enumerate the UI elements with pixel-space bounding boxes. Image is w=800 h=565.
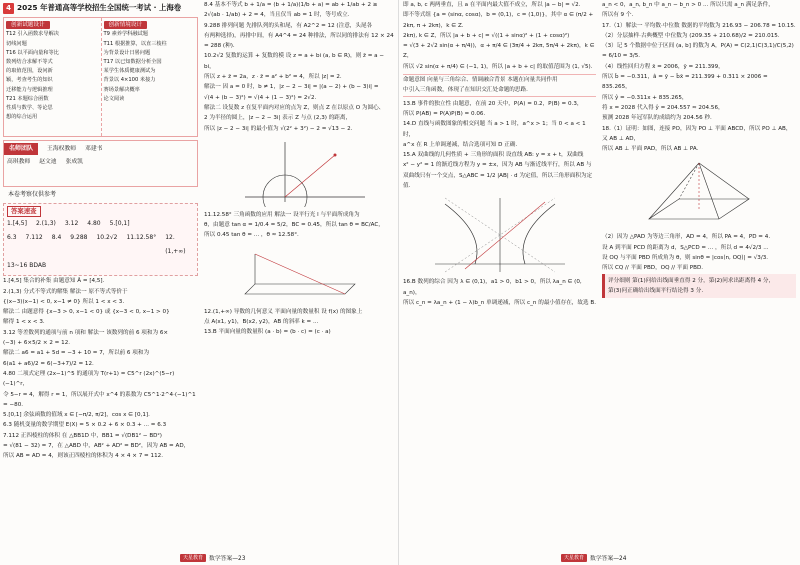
innovation-item: T16 以平面向量和等比 xyxy=(6,49,59,56)
solution-line: 解法二 设复数 z 在复平面内对应的点为 Z，则点 Z 在以原点 O 为圆心、 xyxy=(204,104,385,111)
solution-line: 解法二 由题意得 {x−3 > 0, x−1 < 0} 或 {x−3 < 0, x−1 > 0} xyxy=(3,309,170,316)
exam-number-badge: 4 xyxy=(3,3,14,14)
solution-line: 5.[0,1] 余弦函数的值域 x ∈ [−π/2, π/2]，cos x ∈ [0,1]. xyxy=(3,412,150,419)
authors-row xyxy=(4,157,197,167)
answer-tag: 答案速查 xyxy=(7,206,41,217)
solution-line: 2 为半径的圆上，|z − 2 − 3i| 表示 Z 与点 (2,3) 的距离， xyxy=(204,115,352,122)
right-footer xyxy=(561,553,626,562)
solution-line: 令 5−r = 4，解得 r = 1，所以展开式中 x^4 的系数为 C5^1·2^4·(−1)^1 = −80. xyxy=(3,391,196,408)
solution-line: 3.12 等差数列的通项与前 n 项和 解法一 该数列的前 6 项和为 6× xyxy=(3,329,169,336)
solution-line: 点 A(x1, y1)，B(x2, y2)，AB 的斜率 k = ... xyxy=(204,319,319,326)
solution-line: θ，由题意 tan α = 1/0.4 = 5/2，BC = 0.45，所以 tan θ = BC/AC， xyxy=(204,222,384,229)
solution-line: 18.（1）证明：如图，连接 PO，因为 PO ⊥ 平面 ABCD，所以 PO ⊥ AB，又 AB ⊥ AD， xyxy=(602,125,792,142)
solution-line: 解法一 因 a = 0 时，b ≠ 1，|z − 2 − 3i| = |(a − 2) + (b − 3)i| = xyxy=(204,84,379,91)
answer-item: 4.80 xyxy=(87,220,101,228)
context-item: T11 根据推算，以直三棱柱 xyxy=(103,40,167,47)
answer-item: 5.[0,1] xyxy=(109,220,130,228)
sundial-figure xyxy=(225,244,375,304)
solution-line: 所以 ŷ = −0.311x + 835.265， xyxy=(602,94,688,101)
context-tag: 创新情境设计 xyxy=(104,21,148,29)
footer-page-number: 数学答案—24 xyxy=(590,556,627,562)
solution-line: 解得 1 < x < 3. xyxy=(3,319,45,326)
authors-box xyxy=(3,140,198,187)
answer-row xyxy=(7,231,194,259)
context-item: T9 素养学科融试题 xyxy=(103,31,148,38)
innovation-item: 迁移能力与逻辑推理 xyxy=(6,86,53,93)
solution-line: 解法二 a6 = a1 + 5d = −3 + 10 = 7，所以前 6 项和为 xyxy=(3,350,150,357)
authors-tag: 名师团队 xyxy=(4,143,38,155)
pyramid-figure xyxy=(629,157,769,229)
solution-line: 12.(1,+∞) 导数的几何意义 平面向量的数量积 设 f(x) 的图象上 xyxy=(204,308,363,315)
solution-line: 4.80 二项式定理 (2x−1)^5 的通项为 T(r+1) = C5^r (2x)^(5−r) (−1)^r， xyxy=(3,370,175,388)
solution-line: （3）记 5 个数据中位于区间 (a, b] 的数为 A，P(A) = C(2,1)C(3,1)/C(5,2) = 6/10 = 3/5. xyxy=(602,43,794,60)
innovation-tag: 创新试题设计 xyxy=(6,21,50,29)
solution-line: 7.112 正四棱柱的体积 在 △BB1D 中，BB1 = √(DB1² − BD²) xyxy=(3,432,162,439)
author-name: 王海权教师 xyxy=(47,145,77,152)
answer-item: 13~16 BDAB xyxy=(7,262,47,270)
context-column xyxy=(101,18,198,136)
answer-item: 6.3 xyxy=(7,234,17,242)
context-item: 背景以 4×100 米接力 xyxy=(103,77,156,84)
left-page xyxy=(0,0,399,565)
solution-line: 双曲线只有一个交点，S△ABC = 1/2 |AB| · d 为定值，所以三角形面积为定值. xyxy=(403,172,593,190)
solution-line: 所以 AB = AD = 4，则该正四棱柱的体积为 4 × 4 × 7 = 112. xyxy=(3,453,163,460)
solution-line: 有两种选择)，再排中间，有 A4^4 = 24 种排法，所以同的排法有 12 × 24 = 288 (种). xyxy=(204,32,394,50)
design-box xyxy=(3,17,198,137)
innovation-item: 数列结合求解不等式 xyxy=(6,58,53,65)
footer-page-number: 数学答案—23 xyxy=(209,556,246,562)
left-column-1 xyxy=(3,0,198,548)
context-item: 为背景设计日晷问题 xyxy=(103,49,151,56)
innovation-column xyxy=(4,18,101,136)
solution-line: 2.(1,3) 分式不等式的解集 解法一 原不等式等价于 xyxy=(3,288,128,295)
solution-line: 预测 2028 年冠军队的成绩约为 204.56 秒. xyxy=(602,115,712,122)
innovation-item: 性质与数学、等论思 xyxy=(6,104,53,111)
solution-line: 所以 0.45 tan θ = ... ，θ ≈ 12.58°. xyxy=(204,232,299,239)
solution-line: 17.（1）解法一 平均数·中位数 数据的平均数为 216.93 − 206.78 = 10.15. xyxy=(602,22,796,29)
solution-line: 命题意图 向量与三角综合、情调融合背景 本题在向量共同作用 xyxy=(403,77,558,84)
right-column-1 xyxy=(403,0,596,548)
solution-line: 第(3)问正确给出线面平行结论得 3 分. xyxy=(608,287,704,294)
answer-item: 9.288 xyxy=(70,234,88,242)
solution-line: x² − y² = 1 的渐近线方程为 y = ±x，因为 AB 与渐近线平行，所以 AB 与 xyxy=(403,162,592,169)
solution-line: a^x 在 R 上单调递减，结合选项可知 D 正确. xyxy=(403,141,518,148)
left-column-2 xyxy=(204,0,396,548)
solution-line: 9.288 排列问题 先排队列的头和尾，有 A2^2 = 12 (注意，头尾各 xyxy=(204,22,373,29)
solution-line: (−3) + 6×5/2 × 2 = 12. xyxy=(3,340,71,347)
solution-line: a_n < 0，a_n, b_n 中 a_n − b_n > 0 ... 所以只需 a_n 满足条件， xyxy=(602,2,774,8)
solution-line: 2√(ab · 1/ab) + 2 = 4，当且仅当 ab = 1 时，等号成立. xyxy=(204,12,350,19)
solution-line: 6(a1 + a6)/2 = 6(−3+7)/2 = 12. xyxy=(3,360,94,367)
solution-line: √(4 + (b − 3)²) = √(4 + (1 − 3)²) = 2√2. xyxy=(204,94,317,101)
authors-head xyxy=(4,141,197,157)
solution-line: 评分细则 第(1)问给出线面垂直得 2 分，第(2)问求出距离得 4 分， xyxy=(608,277,775,284)
solution-line: 16.B 数列的综合 因为 λ ∈ (0,1)，a1 > 0，b1 > 0，所以 λa_n ∈ (0, a_n)， xyxy=(403,279,582,296)
solution-line: 即不等式组 {a = (sinα, cosα)，b = (0,1)，c = (1,0)}，其中 α ∈ (π/2 + 2kπ, π + 2kπ)，k ∈ Z. xyxy=(403,12,594,29)
solution-line: 13.B 平面向量的数量积 (a · b) = (b · c) = (c · a) xyxy=(204,329,331,336)
solution-line: 8.4 基本不等式 b + 1/a = (b + 1/a)(1/b + a) = ab + 1/ab + 2 ≥ xyxy=(204,2,378,8)
footer-logo: 天星教育 xyxy=(180,554,206,562)
innovation-item: 的取值范围，设问新 xyxy=(6,68,53,75)
solution-line: 13.B 事件的独立性 由题意，在前 20 天中，P(A) = 0.2，P(B) = 0.3， xyxy=(403,100,583,107)
context-item: 赛场景解决概率 xyxy=(103,86,140,93)
exam-header xyxy=(3,2,198,15)
solution-line: 中引入三角函数，体现了在知识交汇处命题的思路. xyxy=(403,87,528,94)
author-name: 张成凯 xyxy=(65,159,84,165)
answer-row xyxy=(7,259,194,273)
context-item: 论文阅读 xyxy=(103,95,125,102)
solution-line: {(x−3)(x−1) < 0, x−1 ≠ 0} 所以 1 < x < 3. xyxy=(3,298,125,305)
answer-item: 12.(1,+∞) xyxy=(165,234,186,256)
solution-line: 所以 c_n = λa_n + (1 − λ)b_n 单调递减，所以 c_n 的最小值存在，故选 B. xyxy=(403,299,596,306)
author-name: 赵文迪 xyxy=(39,159,57,165)
right-column-2 xyxy=(602,0,796,548)
solution-line: 将 x = 2028 代入得 ŷ = 204.557 ≈ 204.56， xyxy=(602,104,724,111)
solution-line: （2）分层抽样·古典概型 中位数为 (209.35 + 210.68)/2 = 210.015. xyxy=(602,32,780,39)
solution-line: 即 a, b, c 两两垂直，且 a 在平面内最大值不成立，所以 |a − b| = √2. xyxy=(403,2,581,8)
innovation-item: 想的综合运用 xyxy=(6,114,38,121)
right-page xyxy=(401,0,799,565)
solution-line: 所以 P(AB) = P(A)P(B) = 0.06. xyxy=(403,110,486,117)
solution-line: 设 OQ 与平面 PBD 所成角为 θ，则 sinθ = |cos⟨n, OQ⟩| = √3/3. xyxy=(602,255,769,262)
solution-line: 14.D 直线与函数图象的相交问题 当 a > 1 时，a^x > 1；当 0 < a < 1 时， xyxy=(403,121,586,138)
solution-line: 设 A 到平面 PCD 的距离为 d，S△PCD = ... ，所以 d = 4√2/3 ... xyxy=(602,244,769,251)
context-item: 某学生体质健康测试为 xyxy=(103,68,156,75)
innovation-item: T21 本题综合函数 xyxy=(6,95,49,102)
innovation-item: 切线问题 xyxy=(6,40,27,47)
exam-title: 2025 年普通高等学校招生全国统一考试 · 上海卷 xyxy=(17,3,182,13)
scoring-tip xyxy=(602,274,796,299)
solution-line: 所以有 9 个. xyxy=(602,12,634,19)
innovation-item: 颖，考查考生的知识 xyxy=(6,77,53,84)
solution-line: 所以 CQ // 平面 PBD，OQ // 平面 PBD. xyxy=(602,265,704,272)
solution-line: 所以 √2 sin(α + π/4) ∈ (−1, 1)，所以 |a + b + c| 的取值范围为 (1, √5). xyxy=(403,63,593,70)
answer-item: 10.2√2 xyxy=(96,234,118,242)
solution-line: 所以 b̂ = −0.311，â = ȳ − b̂x̄ = 211.399 + 0.311 × 2006 = 835.265， xyxy=(602,74,768,91)
answer-item: 3.12 xyxy=(64,220,79,228)
author-name: 邓建书 xyxy=(85,145,103,152)
solution-line: 所以 |z − 2 − 3i| 的最小值为 √(2² + 3²) − 2 = √13 − 2. xyxy=(204,125,353,132)
solution-line: 11.12.58° 三角函数的应用 解法一 设平行光 l 与平面所成角为 xyxy=(204,211,360,218)
solution-line: = √(81 − 32) = 7，在 △ABD 中，AB² + AD² = BD²，因为 AB = AD， xyxy=(3,443,190,450)
solution-line: 6.3 随机变量的数学期望 E(X) = 5 × 0.2 + 6 × 0.3 + ... = 6.3 xyxy=(3,422,167,429)
answer-item: 1.[4,5] xyxy=(7,220,27,228)
solution-line: 所以 z + z̄ = 2a，z · z̄ = a² + b² = 4，所以 |z| = 2. xyxy=(204,74,342,81)
innovation-item: T12 引入函数求导解决 xyxy=(6,31,59,38)
intent-box xyxy=(403,74,596,97)
answer-row xyxy=(7,217,194,231)
context-item: T17 以已知数据分析全国 xyxy=(103,58,162,65)
solution-line: = √(3 + 2√2 sin(α + π/4))，α + π/4 ∈ (3π/4 + 2kπ, 5π/4 + 2kπ)，k ∈ Z， xyxy=(403,43,595,60)
answer-item: 2.(1,3) xyxy=(35,220,56,228)
answer-item: 7.112 xyxy=(25,234,43,242)
answer-item: 8.4 xyxy=(51,234,62,242)
solution-line: 10.2√2 复数的运算 + 复数的模 设 z = a + bi (a, b ∈ R)，则 z̄ = a − bi， xyxy=(204,53,385,70)
answer-item: 11.12.58° xyxy=(126,234,157,242)
solution-line: 2kπ), k ∈ Z，所以 |a + b + c| = √((1 + sinα)² + (1 + cosα)²) xyxy=(403,32,570,39)
solution-line: 1.[4,5] 集合的补集 由题意知 Ā = [4,5]. xyxy=(3,278,105,285)
author-name: 高琪教师 xyxy=(7,159,31,165)
solution-line: 15.A 双曲线的几何性质 + 三角形的面积 设直线 AB: y = x + t，双曲线 xyxy=(403,152,584,159)
team-note: 本卷考察仅供参考 xyxy=(8,191,57,198)
complex-plane-figure xyxy=(225,137,375,207)
solution-line: （2）因为 △PAD 为等边三角形，AD = 4，所以 PA = 4，PD = 4. xyxy=(602,234,771,241)
footer-logo: 天星教育 xyxy=(561,554,587,562)
solution-line: 所以 AB ⊥ 平面 PAD，所以 AB ⊥ PA. xyxy=(602,146,699,153)
solution-line: （4）线性回归方程 x̄ = 2006，ȳ = 211.399， xyxy=(602,63,724,70)
hyperbola-figure xyxy=(425,194,575,274)
left-footer xyxy=(180,553,245,562)
answer-quick-check xyxy=(3,203,198,276)
